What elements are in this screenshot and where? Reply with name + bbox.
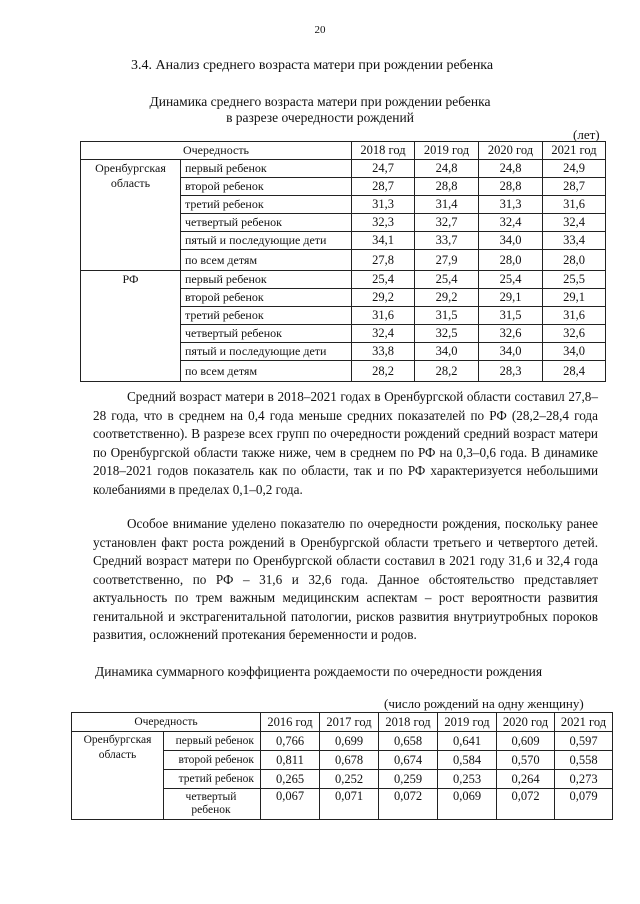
value-cell: 0,072	[379, 789, 438, 820]
row-label-cell: третий ребенок	[181, 307, 352, 325]
header-cell: 2020 год	[479, 142, 543, 160]
value-cell: 32,7	[415, 214, 479, 232]
header-cell: 2021 год	[543, 142, 606, 160]
value-cell: 28,4	[543, 361, 606, 382]
table1-header-row	[81, 142, 606, 160]
value-cell: 29,1	[543, 289, 606, 307]
value-cell: 28,0	[543, 250, 606, 271]
value-cell: 0,259	[379, 770, 438, 789]
value-cell: 0,584	[438, 751, 497, 770]
value-cell: 0,079	[555, 789, 613, 820]
table1-row	[81, 160, 606, 178]
value-cell: 24,8	[415, 160, 479, 178]
value-cell: 27,8	[352, 250, 415, 271]
value-cell: 0,273	[555, 770, 613, 789]
region-cell: Оренбургская область	[81, 160, 181, 271]
row-label-cell: пятый и последующие дети	[181, 343, 352, 361]
row-label-cell: второй ребенок	[181, 289, 352, 307]
value-cell: 34,0	[543, 343, 606, 361]
value-cell: 34,0	[479, 343, 543, 361]
value-cell: 29,1	[479, 289, 543, 307]
paragraph-1-text: Средний возраст матери в 2018–2021 годах в Оренбургской области составил 27,8–28 года, что в среднем на 0,4 года меньше средних показателей по РФ (28,2–28,4 года соответственно). В разрезе всех групп по очередности рождений средний возраст матери по Оренбургской области также ниже, чем в среднем по РФ на 0,3–0,6 года. В динамике 2018–2021 годов показатель как по области, так и по РФ характеризуется небольшими колебаниями в пределах 0,1–0,2 года.	[93, 389, 598, 497]
value-cell: 0,658	[379, 732, 438, 751]
header-cell: 2021 год	[555, 713, 613, 732]
value-cell: 27,9	[415, 250, 479, 271]
value-cell: 0,678	[320, 751, 379, 770]
value-cell: 0,071	[320, 789, 379, 820]
value-cell: 0,069	[438, 789, 497, 820]
row-label-cell: второй ребенок	[164, 751, 261, 770]
value-cell: 28,0	[479, 250, 543, 271]
value-cell: 28,2	[352, 361, 415, 382]
table2-unit: (число рождений на одну женщину)	[384, 696, 584, 711]
value-cell: 31,5	[415, 307, 479, 325]
value-cell: 28,8	[415, 178, 479, 196]
header-cell: 2020 год	[497, 713, 555, 732]
value-cell: 0,072	[497, 789, 555, 820]
value-cell: 0,252	[320, 770, 379, 789]
header-cell: Очередность	[72, 713, 261, 732]
header-cell: 2018 год	[352, 142, 415, 160]
value-cell: 28,8	[479, 178, 543, 196]
value-cell: 31,5	[479, 307, 543, 325]
value-cell: 31,6	[352, 307, 415, 325]
value-cell: 32,6	[479, 325, 543, 343]
page-number: 20	[314, 24, 326, 36]
value-cell: 0,641	[438, 732, 497, 751]
table1	[80, 141, 606, 382]
table2-title: Динамика суммарного коэффициента рождаемости по очередности рождения	[95, 664, 543, 679]
value-cell: 32,4	[479, 214, 543, 232]
table1-unit: (лет)	[573, 127, 600, 142]
paragraph-1	[93, 388, 598, 499]
table2	[71, 712, 613, 820]
header-cell: Очередность	[81, 142, 352, 160]
header-cell: 2016 год	[261, 713, 320, 732]
value-cell: 28,2	[415, 361, 479, 382]
value-cell: 29,2	[415, 289, 479, 307]
paragraph-2-text: Особое внимание уделено показателю по очередности рождения, поскольку ранее установлен факт роста рождений в Оренбургской области третьего и четвертого детей. Средний возраст матери по Оренбургской области составил в 2021 году 31,6 и 32,4 года соответственно, по РФ – 31,6 и 32,6 года. Данное обстоятельство представляет актуальность по трем важным медицинским аспектам – рост вероятности развития генитальной и экстрагенитальной патологии, рисков развития внутриутробных пороков развития, осложнений протекания беременности и родов.	[93, 516, 598, 642]
value-cell: 32,4	[543, 214, 606, 232]
value-cell: 32,4	[352, 325, 415, 343]
value-cell: 28,7	[543, 178, 606, 196]
value-cell: 34,1	[352, 232, 415, 250]
row-label-cell: второй ребенок	[181, 178, 352, 196]
value-cell: 0,570	[497, 751, 555, 770]
table2-row	[72, 732, 613, 751]
value-cell: 34,0	[415, 343, 479, 361]
value-cell: 31,6	[543, 196, 606, 214]
row-label-cell: четвертый ребенок	[181, 325, 352, 343]
table1-title-line2: в разрезе очередности рождений	[226, 110, 414, 125]
value-cell: 31,4	[415, 196, 479, 214]
row-label-cell: по всем детям	[181, 361, 352, 382]
value-cell: 33,7	[415, 232, 479, 250]
header-cell: 2019 год	[415, 142, 479, 160]
row-label-cell: первый ребенок	[164, 732, 261, 751]
row-label-cell: по всем детям	[181, 250, 352, 271]
value-cell: 24,8	[479, 160, 543, 178]
row-label-cell: четвертый ребенок	[181, 214, 352, 232]
value-cell: 31,6	[543, 307, 606, 325]
table1-row	[81, 271, 606, 289]
header-cell: 2018 год	[379, 713, 438, 732]
row-label-cell: пятый и последующие дети	[181, 232, 352, 250]
value-cell: 25,4	[352, 271, 415, 289]
row-label-cell: четвертый ребенок	[164, 789, 261, 820]
value-cell: 0,067	[261, 789, 320, 820]
row-label-cell: первый ребенок	[181, 271, 352, 289]
row-label-cell: первый ребенок	[181, 160, 352, 178]
value-cell: 28,3	[479, 361, 543, 382]
value-cell: 0,609	[497, 732, 555, 751]
value-cell: 0,766	[261, 732, 320, 751]
table1-title-line1: Динамика среднего возраста матери при рождении ребенка	[149, 94, 491, 109]
value-cell: 25,5	[543, 271, 606, 289]
header-cell: 2017 год	[320, 713, 379, 732]
region-cell: РФ	[81, 271, 181, 382]
value-cell: 0,264	[497, 770, 555, 789]
value-cell: 33,4	[543, 232, 606, 250]
region-cell: Оренбургская область	[72, 732, 164, 820]
section-title: 3.4. Анализ среднего возраста матери при рождении ребенка	[131, 58, 494, 73]
value-cell: 0,558	[555, 751, 613, 770]
value-cell: 0,253	[438, 770, 497, 789]
value-cell: 32,5	[415, 325, 479, 343]
value-cell: 24,7	[352, 160, 415, 178]
value-cell: 24,9	[543, 160, 606, 178]
row-label-cell: третий ребенок	[164, 770, 261, 789]
value-cell: 0,597	[555, 732, 613, 751]
row-label-cell: третий ребенок	[181, 196, 352, 214]
value-cell: 29,2	[352, 289, 415, 307]
value-cell: 32,3	[352, 214, 415, 232]
table2-header-row	[72, 713, 613, 732]
value-cell: 34,0	[479, 232, 543, 250]
value-cell: 0,674	[379, 751, 438, 770]
value-cell: 31,3	[479, 196, 543, 214]
value-cell: 32,6	[543, 325, 606, 343]
value-cell: 28,7	[352, 178, 415, 196]
value-cell: 0,699	[320, 732, 379, 751]
header-cell: 2019 год	[438, 713, 497, 732]
value-cell: 0,811	[261, 751, 320, 770]
value-cell: 25,4	[479, 271, 543, 289]
paragraph-2	[93, 515, 598, 645]
value-cell: 0,265	[261, 770, 320, 789]
value-cell: 25,4	[415, 271, 479, 289]
value-cell: 31,3	[352, 196, 415, 214]
value-cell: 33,8	[352, 343, 415, 361]
